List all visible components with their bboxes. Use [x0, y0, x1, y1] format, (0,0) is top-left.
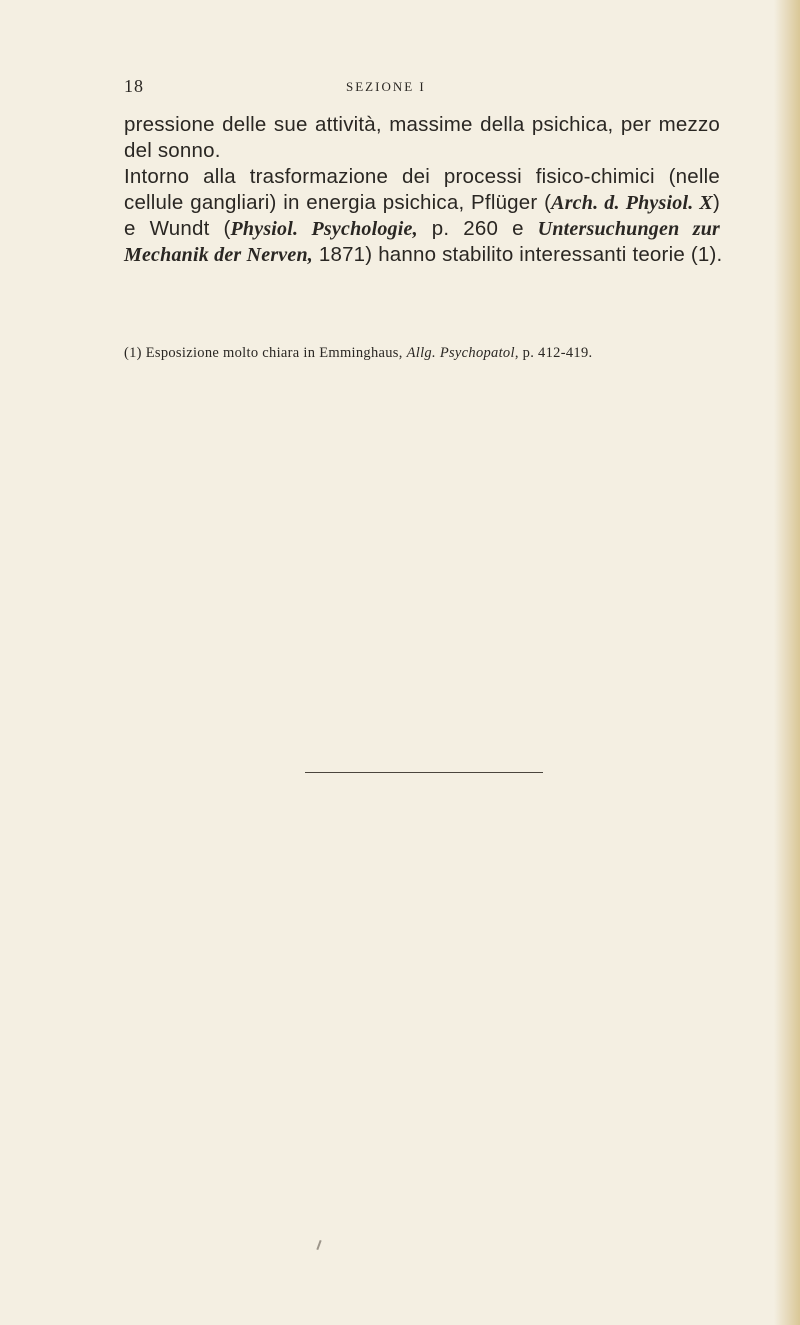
text-line-1: pressione delle sue attività, massime della psichica, per mezzo: [124, 113, 720, 136]
footnote-text: (1) Esposizione molto chiara in Emminghaus,: [124, 345, 407, 361]
page-edge-shadow: [774, 0, 800, 1325]
paragraph-start: Intorno alla trasformazione dei processi fisico-chimici (nelle: [124, 165, 720, 188]
text-line-3: [124, 164, 720, 190]
paper-mark: [316, 1240, 321, 1250]
footnote: [124, 345, 734, 362]
text-line-2: del sonno.: [124, 139, 221, 162]
text-segment: cellule gangliari) in energia psichica, Pflüger (: [124, 191, 552, 214]
footnote-text: , p. 412-419.: [514, 345, 593, 361]
text-segment: e Wundt (: [124, 217, 231, 240]
footnote-citation: Allg. Psychopatol: [406, 345, 515, 361]
text-segment: 1871) hanno stabilito interessanti teorie (1).: [312, 243, 723, 266]
horizontal-rule: [305, 772, 543, 773]
text-segment: p. 260 e: [417, 217, 538, 240]
page-header: [124, 76, 720, 100]
running-head: SEZIONE I: [346, 79, 426, 94]
text-segment: ): [712, 191, 720, 214]
page-number: 18: [124, 76, 144, 96]
citation-title: Mechanik der Nerven,: [124, 244, 313, 266]
text-line-5: [124, 216, 720, 242]
text-line-4: [124, 190, 720, 216]
text-line-6: [124, 242, 723, 268]
citation-title: Physiol. Psychologie,: [230, 218, 418, 240]
body-text: [124, 112, 723, 268]
citation-title: Untersuchungen zur: [537, 218, 720, 240]
citation-title: Arch. d. Physiol. X: [551, 192, 713, 214]
